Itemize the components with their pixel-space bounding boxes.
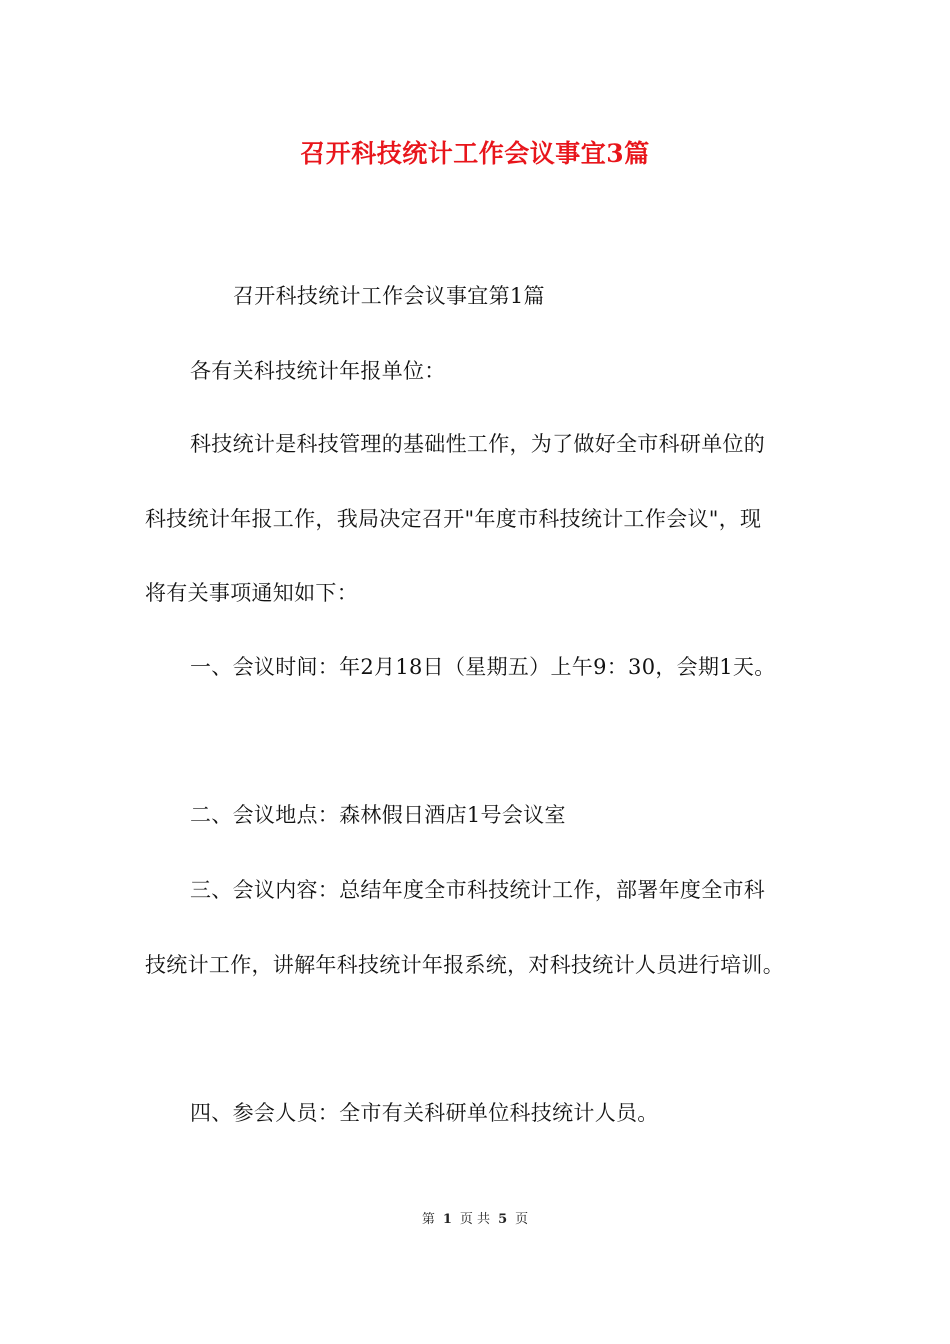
attendees-item: 四、参会人员：全市有关科研单位科技统计人员。: [190, 1101, 659, 1125]
paragraph-line: 科技统计是科技管理的基础性工作，为了做好全市科研单位的: [190, 432, 766, 456]
document-title: 召开科技统计工作会议事宜3篇: [300, 139, 650, 168]
meeting-location-item: 二、会议地点：森林假日酒店1号会议室: [190, 803, 566, 827]
salutation: 各有关科技统计年报单位：: [190, 359, 446, 383]
page-footer: [0, 1208, 950, 1227]
meeting-content-item-continued: 技统计工作，讲解年科技统计年报系统，对科技统计人员进行培训。: [145, 953, 784, 977]
footer-mid: 页 共: [459, 1212, 491, 1227]
paragraph-line: 科技统计年报工作，我局决定召开"年度市科技统计工作会议"，现: [145, 507, 762, 531]
total-pages-number: 5: [498, 1212, 508, 1227]
current-page-number: 1: [442, 1212, 452, 1227]
meeting-content-item: 三、会议内容：总结年度全市科技统计工作，部署年度全市科: [190, 878, 766, 902]
paragraph-line: 将有关事项通知如下：: [145, 581, 358, 605]
section-heading: 召开科技统计工作会议事宜第1篇: [233, 284, 545, 308]
meeting-time-item: 一、会议时间：年2月18日（星期五）上午9：30，会期1天。: [190, 655, 776, 679]
footer-suffix: 页: [515, 1212, 529, 1227]
footer-prefix: 第: [421, 1212, 435, 1227]
